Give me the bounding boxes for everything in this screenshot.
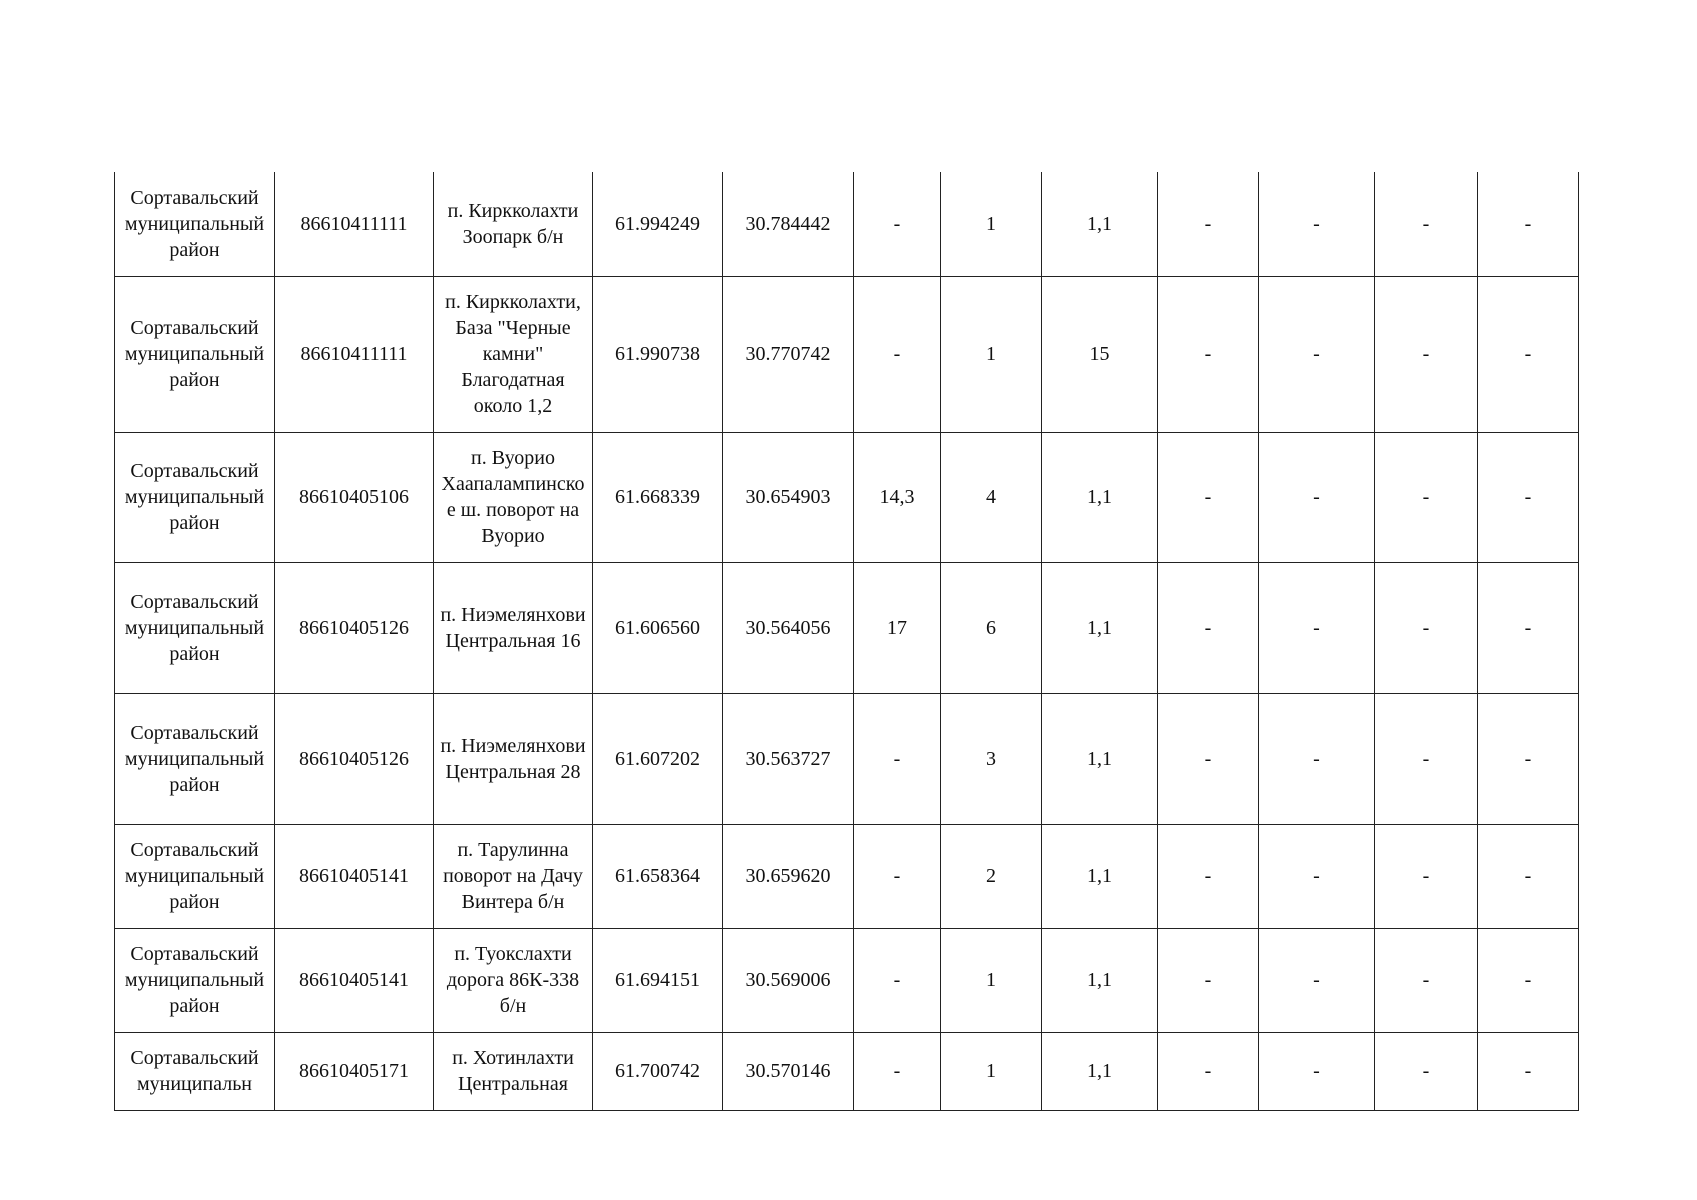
registry-table <box>114 172 1579 1111</box>
oktmo-cell: 86610405171 <box>275 1032 434 1110</box>
value-cell-3: 1,1 <box>1042 172 1158 276</box>
value-cell-2: 1 <box>941 928 1042 1032</box>
value-cell-3: 1,1 <box>1042 928 1158 1032</box>
value-cell-1: - <box>854 172 941 276</box>
value-cell-7: - <box>1478 432 1579 562</box>
value-cell-1: - <box>854 824 941 928</box>
value-cell-7: - <box>1478 276 1579 432</box>
table-row <box>115 276 1579 432</box>
district-cell: Сортавальский муниципальный район <box>115 172 275 276</box>
table-row <box>115 928 1579 1032</box>
longitude-cell: 30.570146 <box>723 1032 854 1110</box>
value-cell-4: - <box>1158 172 1259 276</box>
latitude-cell: 61.990738 <box>593 276 723 432</box>
longitude-cell: 30.569006 <box>723 928 854 1032</box>
value-cell-6: - <box>1375 562 1478 693</box>
value-cell-2: 3 <box>941 693 1042 824</box>
longitude-cell: 30.659620 <box>723 824 854 928</box>
value-cell-2: 1 <box>941 276 1042 432</box>
latitude-cell: 61.668339 <box>593 432 723 562</box>
district-cell: Сортавальский муниципальный район <box>115 928 275 1032</box>
latitude-cell: 61.658364 <box>593 824 723 928</box>
district-cell: Сортавальский муниципальн <box>115 1032 275 1110</box>
value-cell-7: - <box>1478 562 1579 693</box>
district-cell: Сортавальский муниципальный район <box>115 276 275 432</box>
value-cell-6: - <box>1375 276 1478 432</box>
oktmo-cell: 86610411111 <box>275 172 434 276</box>
value-cell-4: - <box>1158 432 1259 562</box>
value-cell-6: - <box>1375 693 1478 824</box>
value-cell-5: - <box>1259 1032 1375 1110</box>
value-cell-4: - <box>1158 928 1259 1032</box>
value-cell-6: - <box>1375 824 1478 928</box>
value-cell-7: - <box>1478 693 1579 824</box>
value-cell-4: - <box>1158 824 1259 928</box>
value-cell-6: - <box>1375 432 1478 562</box>
oktmo-cell: 86610411111 <box>275 276 434 432</box>
value-cell-2: 2 <box>941 824 1042 928</box>
district-cell: Сортавальский муниципальный район <box>115 693 275 824</box>
table-row <box>115 432 1579 562</box>
latitude-cell: 61.700742 <box>593 1032 723 1110</box>
value-cell-4: - <box>1158 1032 1259 1110</box>
value-cell-7: - <box>1478 1032 1579 1110</box>
district-cell: Сортавальский муниципальный район <box>115 562 275 693</box>
latitude-cell: 61.994249 <box>593 172 723 276</box>
value-cell-1: 14,3 <box>854 432 941 562</box>
value-cell-2: 4 <box>941 432 1042 562</box>
oktmo-cell: 86610405141 <box>275 928 434 1032</box>
oktmo-cell: 86610405126 <box>275 693 434 824</box>
address-cell: п. Киркколахти Зоопарк б/н <box>434 172 593 276</box>
value-cell-2: 6 <box>941 562 1042 693</box>
address-cell: п. Хотинлахти Центральная <box>434 1032 593 1110</box>
value-cell-5: - <box>1259 172 1375 276</box>
value-cell-2: 1 <box>941 172 1042 276</box>
latitude-cell: 61.607202 <box>593 693 723 824</box>
address-cell: п. Вуорио Хаапалампинское ш. поворот на Вуорио <box>434 432 593 562</box>
value-cell-3: 15 <box>1042 276 1158 432</box>
value-cell-1: - <box>854 1032 941 1110</box>
address-cell: п. Туокслахти дорога 86К-338 б/н <box>434 928 593 1032</box>
value-cell-3: 1,1 <box>1042 693 1158 824</box>
address-cell: п. Киркколахти, База "Черные камни" Благодатная около 1,2 <box>434 276 593 432</box>
table-row <box>115 172 1579 276</box>
latitude-cell: 61.694151 <box>593 928 723 1032</box>
oktmo-cell: 86610405106 <box>275 432 434 562</box>
value-cell-5: - <box>1259 562 1375 693</box>
table-row <box>115 693 1579 824</box>
value-cell-3: 1,1 <box>1042 824 1158 928</box>
value-cell-7: - <box>1478 172 1579 276</box>
longitude-cell: 30.784442 <box>723 172 854 276</box>
value-cell-6: - <box>1375 928 1478 1032</box>
value-cell-3: 1,1 <box>1042 562 1158 693</box>
value-cell-4: - <box>1158 693 1259 824</box>
address-cell: п. Тарулинна поворот на Дачу Винтера б/н <box>434 824 593 928</box>
table-row <box>115 562 1579 693</box>
value-cell-5: - <box>1259 432 1375 562</box>
table-row <box>115 824 1579 928</box>
value-cell-6: - <box>1375 172 1478 276</box>
district-cell: Сортавальский муниципальный район <box>115 432 275 562</box>
value-cell-7: - <box>1478 928 1579 1032</box>
oktmo-cell: 86610405141 <box>275 824 434 928</box>
table-row <box>115 1032 1579 1110</box>
longitude-cell: 30.563727 <box>723 693 854 824</box>
value-cell-1: 17 <box>854 562 941 693</box>
value-cell-3: 1,1 <box>1042 1032 1158 1110</box>
value-cell-5: - <box>1259 928 1375 1032</box>
value-cell-5: - <box>1259 693 1375 824</box>
value-cell-3: 1,1 <box>1042 432 1158 562</box>
value-cell-1: - <box>854 276 941 432</box>
longitude-cell: 30.564056 <box>723 562 854 693</box>
value-cell-5: - <box>1259 276 1375 432</box>
address-cell: п. Ниэмелянхови Центральная 16 <box>434 562 593 693</box>
value-cell-5: - <box>1259 824 1375 928</box>
latitude-cell: 61.606560 <box>593 562 723 693</box>
address-cell: п. Ниэмелянхови Центральная 28 <box>434 693 593 824</box>
district-cell: Сортавальский муниципальный район <box>115 824 275 928</box>
value-cell-2: 1 <box>941 1032 1042 1110</box>
value-cell-4: - <box>1158 276 1259 432</box>
value-cell-6: - <box>1375 1032 1478 1110</box>
longitude-cell: 30.654903 <box>723 432 854 562</box>
value-cell-7: - <box>1478 824 1579 928</box>
longitude-cell: 30.770742 <box>723 276 854 432</box>
oktmo-cell: 86610405126 <box>275 562 434 693</box>
value-cell-1: - <box>854 928 941 1032</box>
value-cell-1: - <box>854 693 941 824</box>
value-cell-4: - <box>1158 562 1259 693</box>
